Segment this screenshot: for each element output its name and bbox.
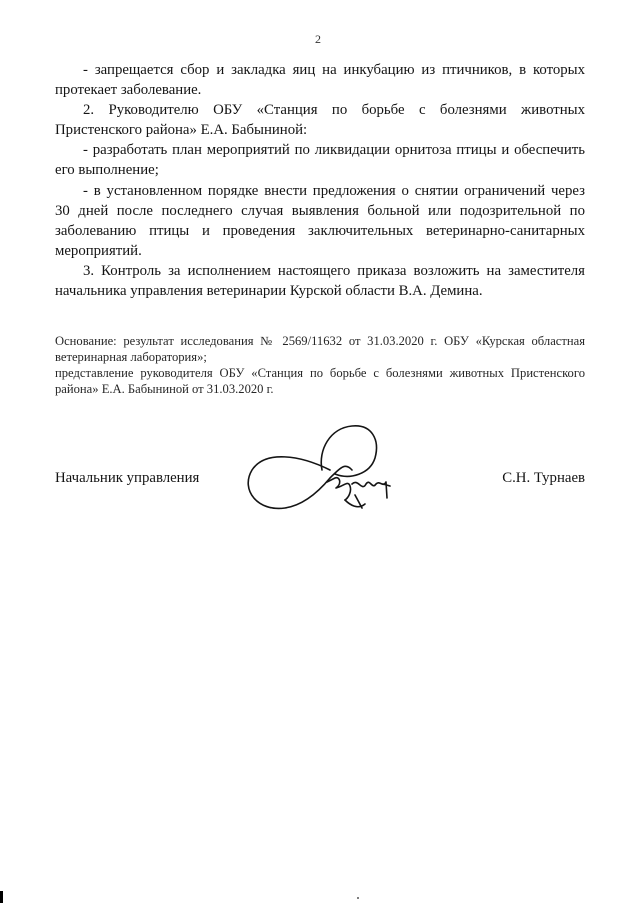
paragraph-restrictions	[55, 181, 585, 261]
handwritten-signature-icon	[240, 420, 400, 515]
text-line: - в установленном порядке внести предложения о снятии ограничений через	[83, 182, 585, 199]
text-line: 2. Руководителю ОБУ «Станция по борьбе с болезнями животных	[83, 102, 585, 119]
basis-line: района» Е.А. Бабыниной от 31.03.2020 г.	[55, 382, 274, 396]
basis-line: Основание: результат исследования № 2569/11632 от 31.03.2020 г. ОБУ «Курская областная	[55, 334, 585, 348]
scan-edge-mark	[0, 891, 3, 903]
text-line: начальника управления ветеринарии Курской области В.А. Демина.	[55, 283, 483, 300]
page-number: 2	[315, 32, 321, 46]
paragraph-plan	[55, 140, 585, 180]
text-line: мероприятий.	[55, 242, 142, 259]
text-line: - разработать план мероприятий по ликвидации орнитоза птицы и обеспечить	[83, 142, 585, 159]
basis-line: представление руководителя ОБУ «Станция по борьбе с болезнями животных Пристенского	[55, 366, 585, 380]
text-line: 30 дней после последнего случая выявления больной или подозрительной по	[55, 202, 585, 219]
order-body	[55, 60, 585, 301]
paragraph-item-2	[55, 100, 585, 140]
scan-dot	[357, 897, 359, 899]
text-line: его выполнение;	[55, 162, 159, 179]
text-line: - запрещается сбор и закладка яиц на инкубацию из птичников, в которых	[83, 62, 585, 78]
text-line: заболеванию птицы и проведения заключительных ветеринарно-санитарных	[55, 222, 585, 239]
signatory-position: Начальник управления	[55, 470, 200, 486]
signatory-name: С.Н. Турнаев	[502, 470, 585, 486]
text-line: протекает заболевание.	[55, 82, 202, 99]
paragraph-item-3	[55, 261, 585, 301]
text-line: 3. Контроль за исполнением настоящего приказа возложить на заместителя	[83, 262, 585, 279]
basis-line: ветеринарная лаборатория»;	[55, 350, 207, 364]
text-line: Пристенского района» Е.А. Бабыниной:	[55, 122, 308, 139]
basis-note	[55, 333, 585, 397]
paragraph-egg-ban	[55, 60, 585, 100]
